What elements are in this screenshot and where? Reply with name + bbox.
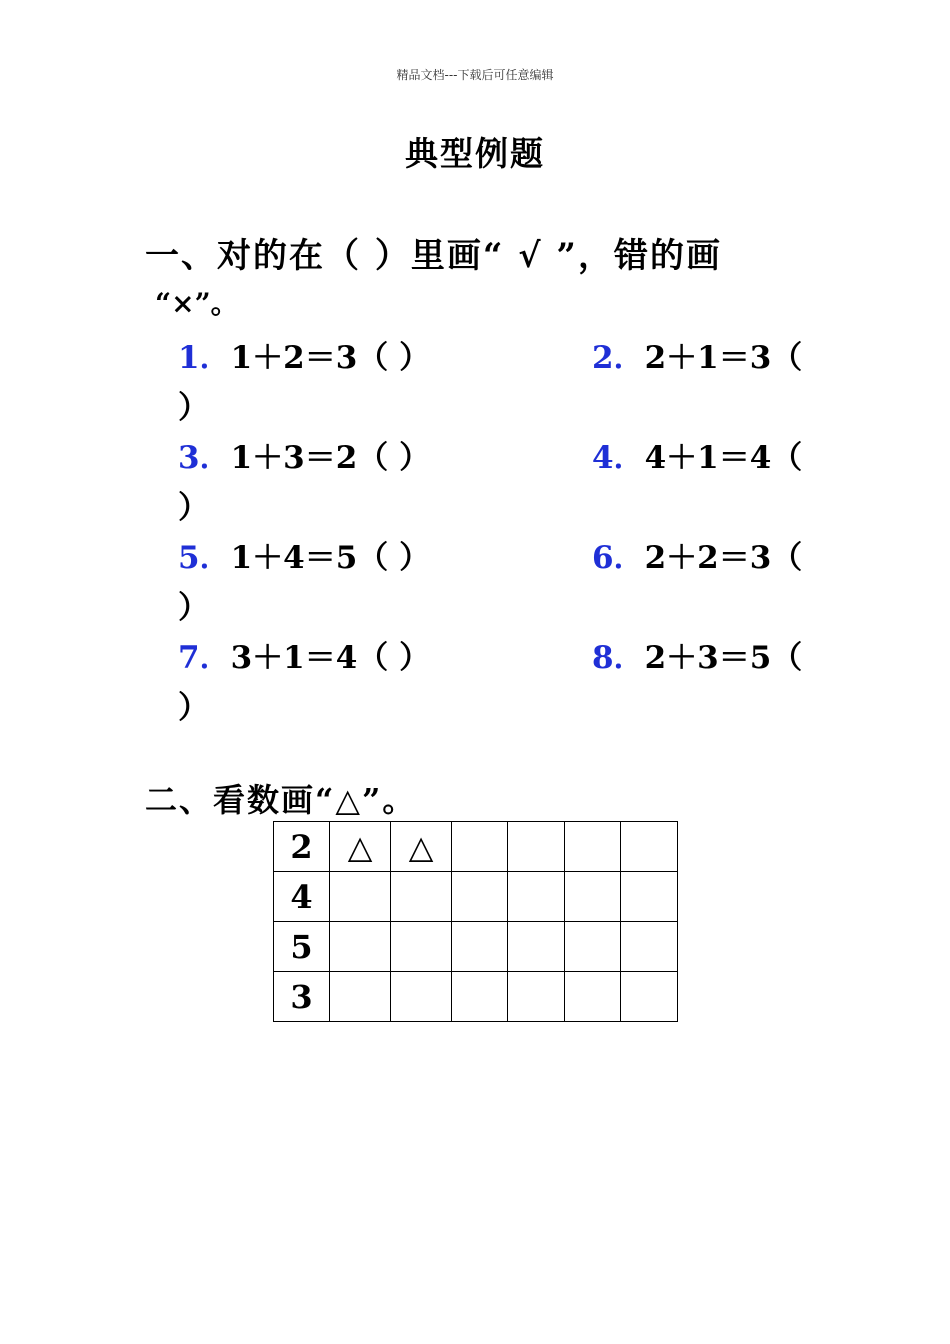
question-4 xyxy=(592,432,802,477)
grid-cell[interactable]: △ xyxy=(330,822,391,872)
watermark-header: 精品文档---下载后可任意编辑 xyxy=(396,68,554,82)
row-count-label: 5 xyxy=(274,922,330,972)
question-3 xyxy=(178,432,430,477)
grid-cell[interactable] xyxy=(452,872,508,922)
grid-cell[interactable] xyxy=(565,872,621,922)
grid-cell[interactable] xyxy=(452,972,508,1022)
answer-close-paren-2: ） xyxy=(178,390,209,426)
grid-cell[interactable] xyxy=(391,872,452,922)
grid-cell[interactable] xyxy=(621,972,678,1022)
question-number: 2． xyxy=(592,340,645,376)
answer-close-paren-8: ） xyxy=(178,690,209,726)
question-number: 3． xyxy=(178,440,231,476)
answer-close-paren-6: ） xyxy=(178,590,209,626)
page-title: 典型例题 xyxy=(405,134,545,173)
question-6 xyxy=(592,532,802,577)
question-number: 4． xyxy=(592,440,645,476)
question-8 xyxy=(592,632,802,677)
answer-close-paren-4: ） xyxy=(178,490,209,526)
row-count-label: 3 xyxy=(274,972,330,1022)
grid-cell[interactable] xyxy=(391,922,452,972)
question-5 xyxy=(178,532,430,577)
grid-cell[interactable] xyxy=(508,972,565,1022)
question-number: 5． xyxy=(178,540,231,576)
question-expression: 2＋2＝3（ xyxy=(644,540,803,576)
question-number: 1． xyxy=(178,340,231,376)
grid-cell[interactable] xyxy=(330,922,391,972)
question-expression: 1＋3＝2（ ） xyxy=(230,440,431,476)
grid-cell[interactable] xyxy=(452,922,508,972)
grid-cell[interactable] xyxy=(565,822,621,872)
row-count-label: 4 xyxy=(274,872,330,922)
grid-cell[interactable] xyxy=(621,822,678,872)
question-number: 7． xyxy=(178,640,231,676)
question-expression: 2＋3＝5（ xyxy=(644,640,803,676)
grid-cell[interactable]: △ xyxy=(391,822,452,872)
grid-cell[interactable] xyxy=(621,922,678,972)
question-expression: 1＋2＝3（ ） xyxy=(230,340,431,376)
section1-heading-cont: “×”。 xyxy=(155,287,239,320)
question-number: 6． xyxy=(592,540,645,576)
question-number: 8． xyxy=(592,640,645,676)
grid-row xyxy=(274,872,678,922)
grid-cell[interactable] xyxy=(508,872,565,922)
grid-cell[interactable] xyxy=(621,872,678,922)
grid-cell[interactable] xyxy=(508,822,565,872)
grid-cell[interactable] xyxy=(565,922,621,972)
section2-heading: 二、看数画“△”。 xyxy=(145,781,417,819)
question-expression: 2＋1＝3（ xyxy=(644,340,803,376)
question-expression: 3＋1＝4（ ） xyxy=(230,640,431,676)
question-expression: 4＋1＝4（ xyxy=(644,440,803,476)
question-1 xyxy=(178,332,430,377)
grid-row xyxy=(274,822,678,872)
grid-cell[interactable] xyxy=(330,972,391,1022)
grid-cell[interactable] xyxy=(508,922,565,972)
grid-cell[interactable] xyxy=(452,822,508,872)
question-expression: 1＋4＝5（ ） xyxy=(230,540,431,576)
grid-row xyxy=(274,922,678,972)
triangle-drawing-grid xyxy=(273,821,678,1022)
grid-cell[interactable] xyxy=(391,972,452,1022)
grid-cell[interactable] xyxy=(330,872,391,922)
grid-cell[interactable] xyxy=(565,972,621,1022)
question-7 xyxy=(178,632,430,677)
section1-heading: 一、对的在（ ）里画“ √ ”，错的画 xyxy=(145,236,722,276)
question-2 xyxy=(592,332,802,377)
row-count-label: 2 xyxy=(274,822,330,872)
grid-row xyxy=(274,972,678,1022)
